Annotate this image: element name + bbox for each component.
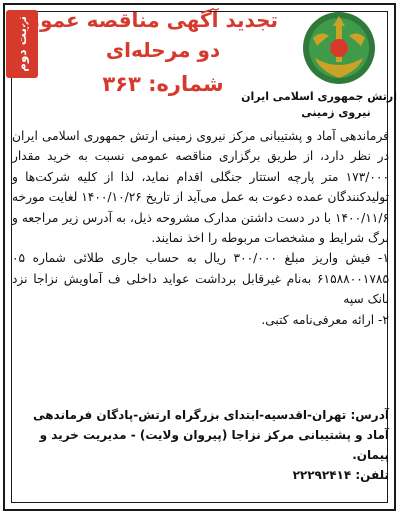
ad-footer [12,405,389,485]
ad-number-label: شماره: [148,72,224,96]
ad-number-value: ۳۶۳ [102,72,141,96]
ad-address: آدرس: تهران-اقدسیه-ابتدای بزرگراه ارتش-پادگان فرماندهی آماد و پشتیبانی مرکز نزاجا (پیروان ولایت) - مدیریت خرید و پیمان. [33,408,389,462]
ad-item-1: ۱- فیش واریز مبلغ ۳۰۰/۰۰۰ ریال به حساب جاری طلائی شماره ۰۵ ۶۱۵۸۸۰۰۱۷۸۵ به‌نام غیرقابل برداشت عواید داخلی ف آماویش نزاجا نزد بانک سپه [12,251,390,307]
org-name: ارتش جمهوری اسلامی ایران [241,90,397,103]
round-badge-label: نوبت دوم [15,16,29,72]
ad-title: تجدید آگهی مناقصه عمومی [7,8,278,32]
ad-item-2: ۲- ارائه معرفی‌نامه کتبی. [261,312,389,327]
org-branch: نیروی زمینی [301,106,371,119]
ad-intro: فرماندهی آماد و پشتیبانی مرکز نیروی زمینی ارتش جمهوری اسلامی ایران در نظر دارد، از طریق برگزاری مناقصه عمومی نسبت به خرید مقدار ۱۷۳/۰۰۰ متر پارچه استتار جنگلی اقدام نماید، لذا از کلیه شرکت‌ها و تولیدکنندگان عمده دعوت به عمل می‌آید از تاریخ ۱۴۰۰/۱۰/۲۶ لغایت مورخه ۱۴۰۰/۱۱/۶ با در دست داشتن مدارک مشروحه ذیل، به آدرس زیر مراجعه و برگ شرایط و مشخصات مربوطه را اخذ نمایند. [12,129,389,246]
ad-body [12,126,389,330]
ad-phone: تلفن: ۲۲۲۹۲۴۱۴ [292,468,389,482]
army-emblem-icon [299,8,379,88]
ad-subtitle: دو مرحله‌ای [105,38,221,62]
